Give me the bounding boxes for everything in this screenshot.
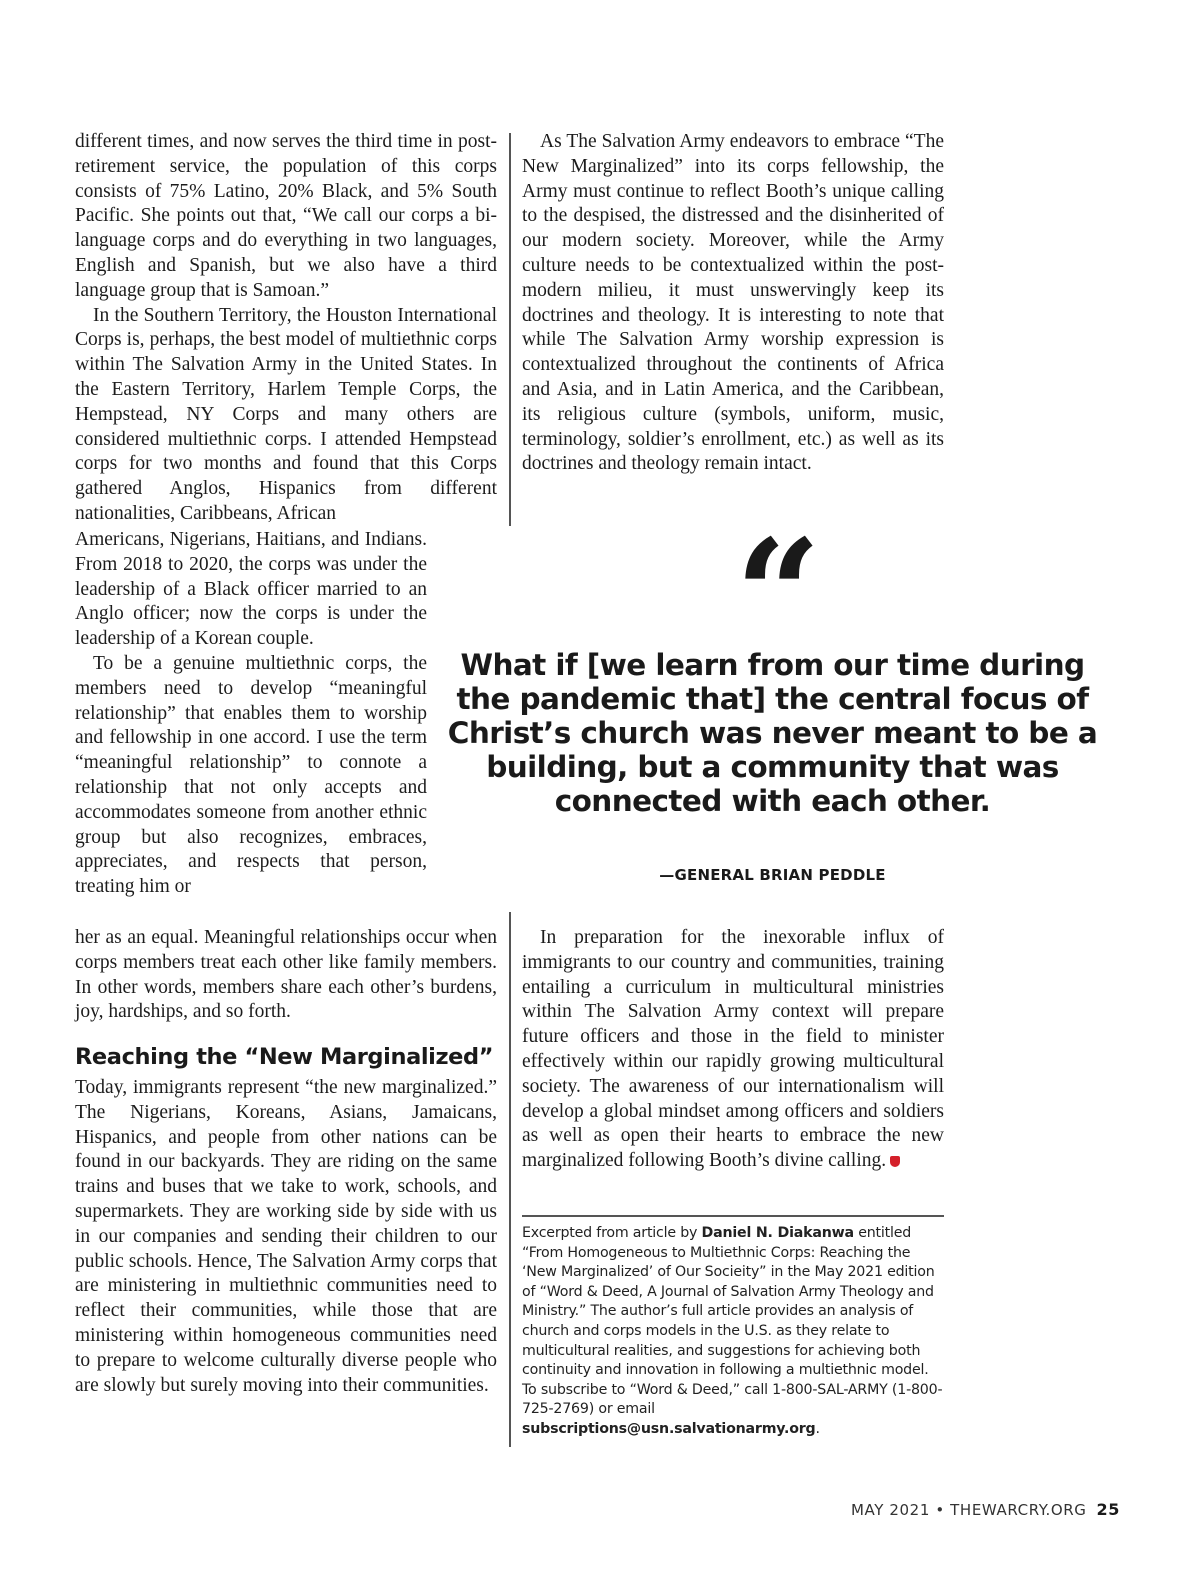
note-divider [522,1215,944,1217]
page-number: 25 [1096,1500,1120,1519]
column-divider-bottom [509,912,511,1447]
left-column-section [75,1076,497,1398]
paragraph-continued: different times, and now serves the third time in post-retirement service, the population of this corps consists of 75% Latino, 20% Black, and 5% South Pacific. She points out that, “We call our corps a bi-language corps and do everything in two languages, English and Spanish, but we also have a third language group that is Samoan.” [75,131,497,301]
footer-separator: • [935,1501,945,1519]
paragraph-southern-territory: In the Southern Territory, the Houston International Corps is, perhaps, the best model of multiethnic corps within The Salvation Army in the United States. In the Eastern Territory, Harlem Temple Corps, the Hempstead, NY Corps and many others are considered multiethnic corps. I attended Hempstead corps for two months and found that this Corps gathered Anglos, Hispanics from different nationalities, Caribbeans, African [75,304,497,524]
right-column-top [522,130,944,477]
shield-end-mark-icon [890,1156,900,1167]
paragraph-new-marginalized: As The Salvation Army endeavors to embrace “The New Marginalized” into its corps fellowship, the Army must continue to reflect Booth’s unique calling to the despised, the distressed and the disinherited of our modern society. Moreover, while the Army culture needs to be contextualized within the post-modern milieu, it must unswervingly keep its doctrines and theology. It is interesting to note that while The Salvation Army worship expression is contextualized throughout the continents of Africa and Asia, and in Latin America, and the Caribbean, its religious culture (symbols, uniform, music, terminology, soldier’s enrollment, etc.) as well as its doctrines and theology remain intact. [522,131,944,475]
footer-date: MAY 2021 [851,1501,930,1519]
pull-quote-attribution: —GENERAL BRIAN PEDDLE [659,866,886,884]
note-intro: Excerpted from article by [522,1225,702,1241]
right-column-bottom [522,926,944,1174]
pull-quote: What if [we learn from our time during the pandemic that] the central focus of Christ’s church was never meant to be a building, but a community that was connected with each other. [447,648,1098,818]
footer-site[interactable]: THEWARCRY.ORG [950,1501,1087,1519]
quote-mark-icon: “ [735,507,822,683]
note-email-link[interactable]: subscriptions@usn.salvationarmy.org [522,1420,816,1437]
paragraph-southern-territory-cont: Americans, Nigerians, Haitians, and Indians. From 2018 to 2020, the corps was under the leadership of a Black officer married to an Anglo officer; now the corps is under the leadership of a Korean couple. [75,529,427,650]
page-footer [851,1500,1120,1519]
source-note [522,1224,944,1440]
note-end: . [815,1420,820,1437]
left-column-bottom [75,926,497,1025]
paragraph-genuine-multiethnic: To be a genuine multiethnic corps, the members need to develop “meaningful relationship” that enables them to worship and fellowship in one accord. I use the term “meaningful relationship” to connote a relationship that not only accepts and accommodates someone from another ethnic group but also recognizes, embraces, appreciates, and respects that person, treating him or [75,652,427,898]
left-column-narrow [75,528,427,900]
column-divider-top [509,133,511,526]
section-heading: Reaching the “New Marginalized” [75,1044,494,1070]
note-body: entitled “From Homogeneous to Multiethnic Corps: Reaching the ‘New Marginalized’ of Our Socieity” in the May 2021 edition of “Word & Deed, A Journal of Salvation Army Theology and Ministry.” The author’s full article provides an analysis of church and corps models in the U.S. as they relate to multicultural realities, and suggestions for achieving both continuity and innovation in following a multiethnic model. To subscribe to “Word & Deed,” call 1-800-SAL-ARMY (1-800-725-2769) or email [522,1225,943,1418]
note-author: Daniel N. Diakanwa [701,1225,854,1241]
paragraph-immigrants: Today, immigrants represent “the new marginalized.” The Nigerians, Koreans, Asians, Jamaicans, Hispanics, and people from other nations can be found in our backyards. They are riding on the same trains and buses that we take to work, schools, and supermarkets. They are working side by side with us in our companies and sending their children to our public schools. Hence, The Salvation Army corps that are ministering in multiethnic communities need to reflect their communities, while those that are ministering within homogeneous communities need to prepare to welcome culturally diverse people who are slowly but surely moving into their communities. [75,1077,497,1396]
paragraph-genuine-multiethnic-cont: her as an equal. Meaningful relationships occur when corps members treat each other like family members. In other words, members share each other’s burdens, joy, hardships, and so forth. [75,927,497,1023]
paragraph-preparation [522,926,944,1174]
left-column-top [75,130,497,527]
paragraph-preparation-text: In preparation for the inexorable influx of immigrants to our country and communities, training entailing a curriculum in multicultural ministries within The Salvation Army context will prepare future officers and those in the field to minister effectively within our rapidly growing multicultural society. The awareness of our internationalism will develop a global mindset among officers and soldiers as well as open their hearts to embrace the new marginalized following Booth’s divine calling. [522,927,944,1172]
